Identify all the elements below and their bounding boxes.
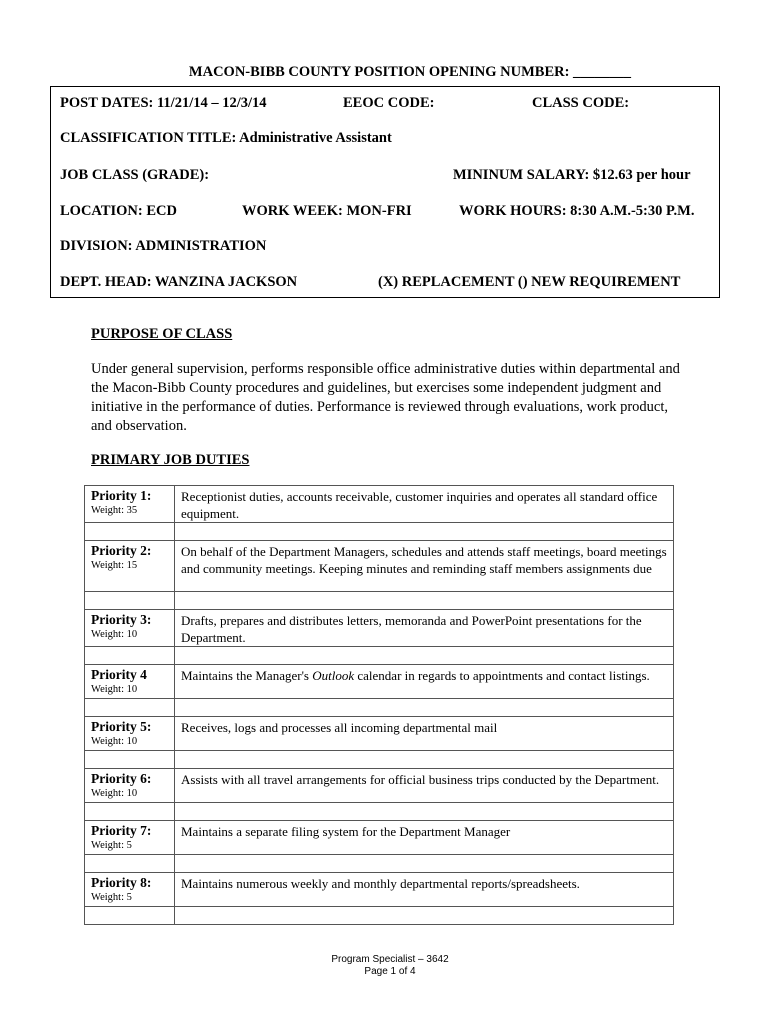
purpose-text: Under general supervision, performs responsible office administrative duties within departmental and the Macon-Bibb County procedures and guidelines, but exercises some independent judgment and initiative in the performance of duties. Performance is reviewed through evaluations, work product, and observation. [91, 361, 680, 434]
replacement-status: (X) REPLACEMENT () NEW REQUIREMENT [378, 274, 681, 290]
priority-weight: Weight: 35 [91, 505, 138, 516]
table-row-spacer [85, 523, 674, 541]
page-number: Page 1 of 4 [364, 966, 416, 977]
duties-heading: PRIMARY JOB DUTIES [91, 452, 250, 468]
table-row-spacer [85, 699, 674, 717]
duty-description: Receives, logs and processes all incoming departmental mail [175, 717, 674, 751]
table-row [85, 717, 674, 751]
priority-weight: Weight: 5 [91, 892, 132, 903]
priority-weight: Weight: 10 [91, 736, 138, 747]
division: DIVISION: ADMINISTRATION [60, 238, 267, 254]
table-row [85, 610, 674, 647]
duty-text-after: calendar in regards to appointments and contact listings. [354, 668, 650, 683]
location: LOCATION: ECD [60, 203, 177, 219]
priority-label: Priority 1: [91, 488, 152, 503]
table-row [85, 769, 674, 803]
priority-label: Priority 7: [91, 823, 152, 838]
duty-description: Assists with all travel arrangements for official business trips conducted by the Department. [175, 769, 674, 803]
document-title: MACON-BIBB COUNTY POSITION OPENING NUMBER: ________ [188, 64, 632, 80]
table-row-spacer [85, 855, 674, 873]
priority-cell [85, 665, 175, 699]
priority-weight: Weight: 10 [91, 629, 138, 640]
priority-cell [85, 873, 175, 907]
job-duties-table [84, 485, 674, 925]
table-row [85, 486, 674, 523]
duty-description: Drafts, prepares and distributes letters, memoranda and PowerPoint presentations for the Department. [175, 610, 674, 647]
page-footer [0, 954, 770, 978]
priority-cell [85, 486, 175, 523]
priority-weight: Weight: 15 [91, 560, 138, 571]
table-row [85, 541, 674, 592]
priority-weight: Weight: 10 [91, 684, 138, 695]
table-row [85, 665, 674, 699]
priority-label: Priority 8: [91, 875, 152, 890]
position-header-box [50, 86, 720, 298]
work-week: WORK WEEK: MON-FRI [242, 203, 412, 219]
table-row-spacer [85, 907, 674, 925]
eeoc-code: EEOC CODE: [343, 95, 435, 111]
priority-cell [85, 821, 175, 855]
job-class-grade: JOB CLASS (GRADE): [60, 167, 210, 183]
duty-text-before: Maintains the Manager's [181, 668, 313, 683]
table-row-spacer [85, 803, 674, 821]
priority-label: Priority 6: [91, 771, 152, 786]
minimum-salary: MININUM SALARY: $12.63 per hour [453, 167, 691, 183]
duty-description: Maintains a separate filing system for the Department Manager [175, 821, 674, 855]
priority-label: Priority 2: [91, 543, 152, 558]
purpose-heading: PURPOSE OF CLASS [91, 326, 233, 342]
work-hours: WORK HOURS: 8:30 A.M.-5:30 P.M. [459, 203, 695, 219]
duty-description: Receptionist duties, accounts receivable, customer inquiries and operates all standard office equipment. [175, 486, 674, 523]
footer-doc-label: Program Specialist – 3642 [331, 954, 449, 965]
duty-description [175, 665, 674, 699]
dept-head: DEPT. HEAD: WANZINA JACKSON [60, 274, 298, 290]
priority-weight: Weight: 10 [91, 788, 138, 799]
duty-text-italic: Outlook [312, 668, 355, 683]
table-row [85, 821, 674, 855]
table-row-spacer [85, 751, 674, 769]
priority-label: Priority 4 [91, 667, 147, 682]
priority-cell [85, 769, 175, 803]
classification-title: CLASSIFICATION TITLE: Administrative Assistant [60, 130, 392, 146]
post-dates: POST DATES: 11/21/14 – 12/3/14 [60, 95, 267, 111]
table-row [85, 873, 674, 907]
priority-cell [85, 541, 175, 592]
table-row-spacer [85, 647, 674, 665]
table-row-spacer [85, 592, 674, 610]
class-code: CLASS CODE: [532, 95, 630, 111]
priority-cell [85, 717, 175, 751]
duty-description: On behalf of the Department Managers, schedules and attends staff meetings, board meetings and community meetings. Keeping minutes and reminding staff members assignments due [175, 541, 674, 592]
priority-weight: Weight: 5 [91, 840, 132, 851]
duty-description: Maintains numerous weekly and monthly departmental reports/spreadsheets. [175, 873, 674, 907]
priority-cell [85, 610, 175, 647]
priority-label: Priority 5: [91, 719, 152, 734]
priority-label: Priority 3: [91, 612, 152, 627]
